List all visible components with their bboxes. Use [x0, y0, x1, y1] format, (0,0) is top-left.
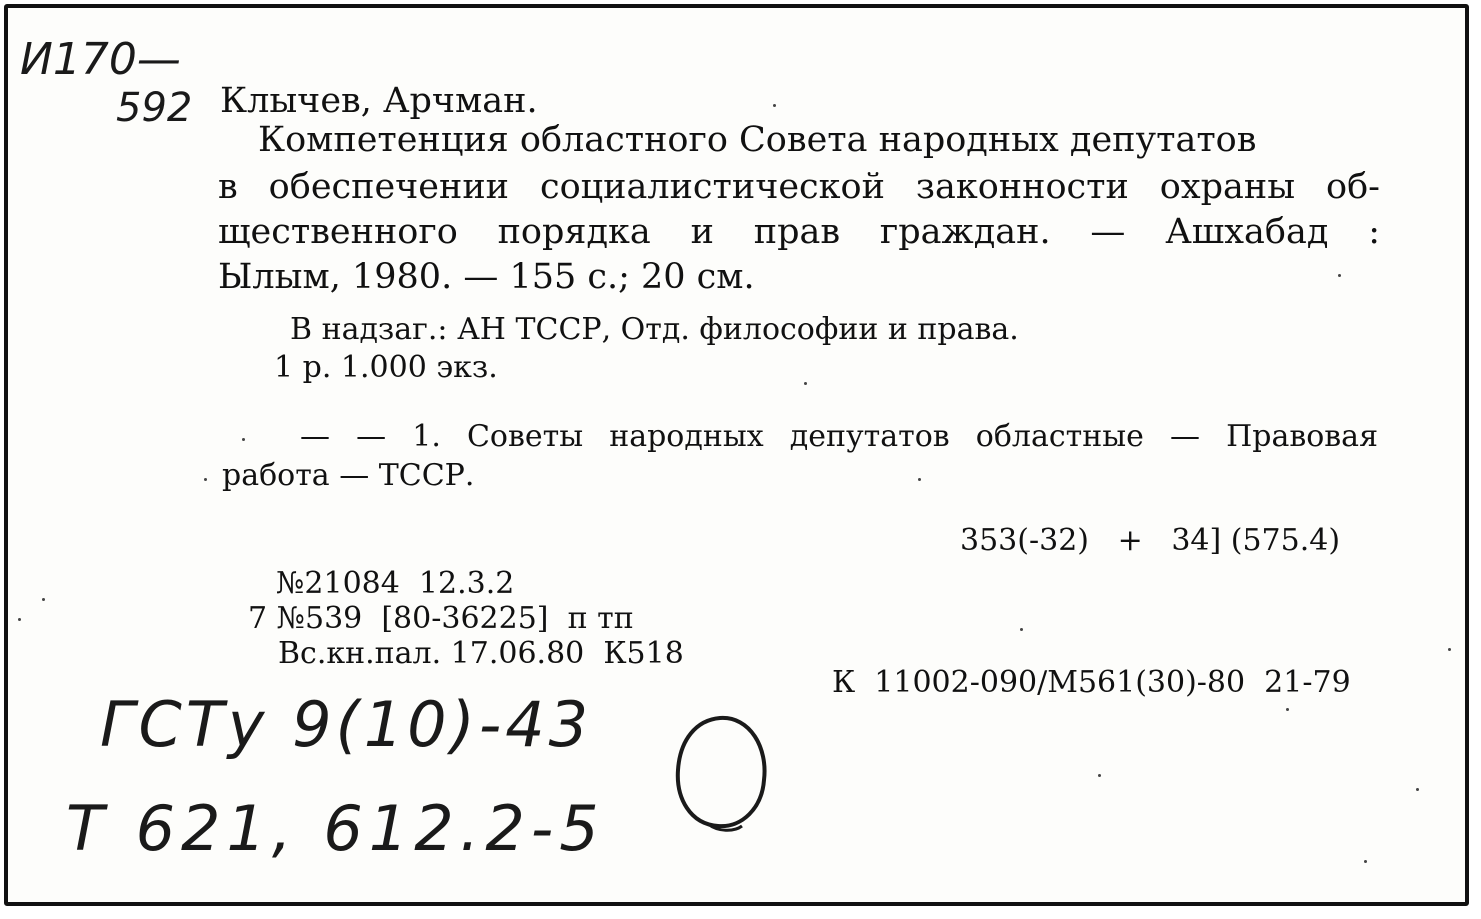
registry-line-1: №21084 12.3.2: [276, 566, 515, 601]
title-line-2: в обеспечении социалистической законности охраны об-: [218, 167, 1380, 207]
scan-speck: [1020, 628, 1023, 631]
registry-line-3: Вс.кн.пал. 17.06.80 К518: [278, 636, 684, 671]
title-line-1: Компетенция областного Совета народных депутатов: [258, 120, 1257, 160]
scan-speck: [18, 618, 21, 621]
scan-speck: [773, 104, 776, 107]
registry-line-2: 7 №539 [80-36225] п тп: [248, 601, 634, 636]
subject-line-1: — — 1. Советы народных депутатов областные — Правовая: [300, 419, 1378, 454]
scan-speck: [42, 598, 45, 601]
scan-speck: [918, 478, 921, 481]
call-number-line1: И170—: [20, 34, 181, 85]
scan-speck: [204, 478, 207, 481]
scan-speck: [1098, 774, 1101, 777]
scan-speck: [1416, 788, 1419, 791]
author-heading: Клычев, Арчман.: [220, 81, 538, 121]
subject-line-2: работа — ТССР.: [222, 458, 475, 493]
classification-code: 353(-32) + 34] (575.4): [960, 523, 1341, 558]
handwritten-note-line2: Т 621, 612.2-5: [66, 792, 605, 865]
title-line-3: щественного порядка и прав граждан. — Ашхабад :: [218, 212, 1380, 252]
handwritten-note-line1: ГСТу 9(10)-43: [100, 688, 593, 761]
handdrawn-circle-mark: [668, 708, 778, 838]
scan-speck: [1448, 648, 1451, 651]
scan-speck: [804, 382, 807, 385]
scan-speck: [1286, 708, 1289, 711]
index-code: К 11002-090/М561(30)-80 21-79: [832, 665, 1351, 700]
note-header: В надзаг.: АН ТССР, Отд. философии и права.: [290, 312, 1019, 347]
scan-speck: [242, 438, 245, 441]
scan-speck: [1364, 860, 1367, 863]
title-line-4: Ылым, 1980. — 155 с.; 20 см.: [218, 257, 755, 297]
call-number-line2: 592: [116, 85, 193, 131]
note-price-copies: 1 р. 1.000 экз.: [274, 350, 498, 385]
scan-speck: [1338, 274, 1341, 277]
catalog-card: [4, 4, 1469, 906]
